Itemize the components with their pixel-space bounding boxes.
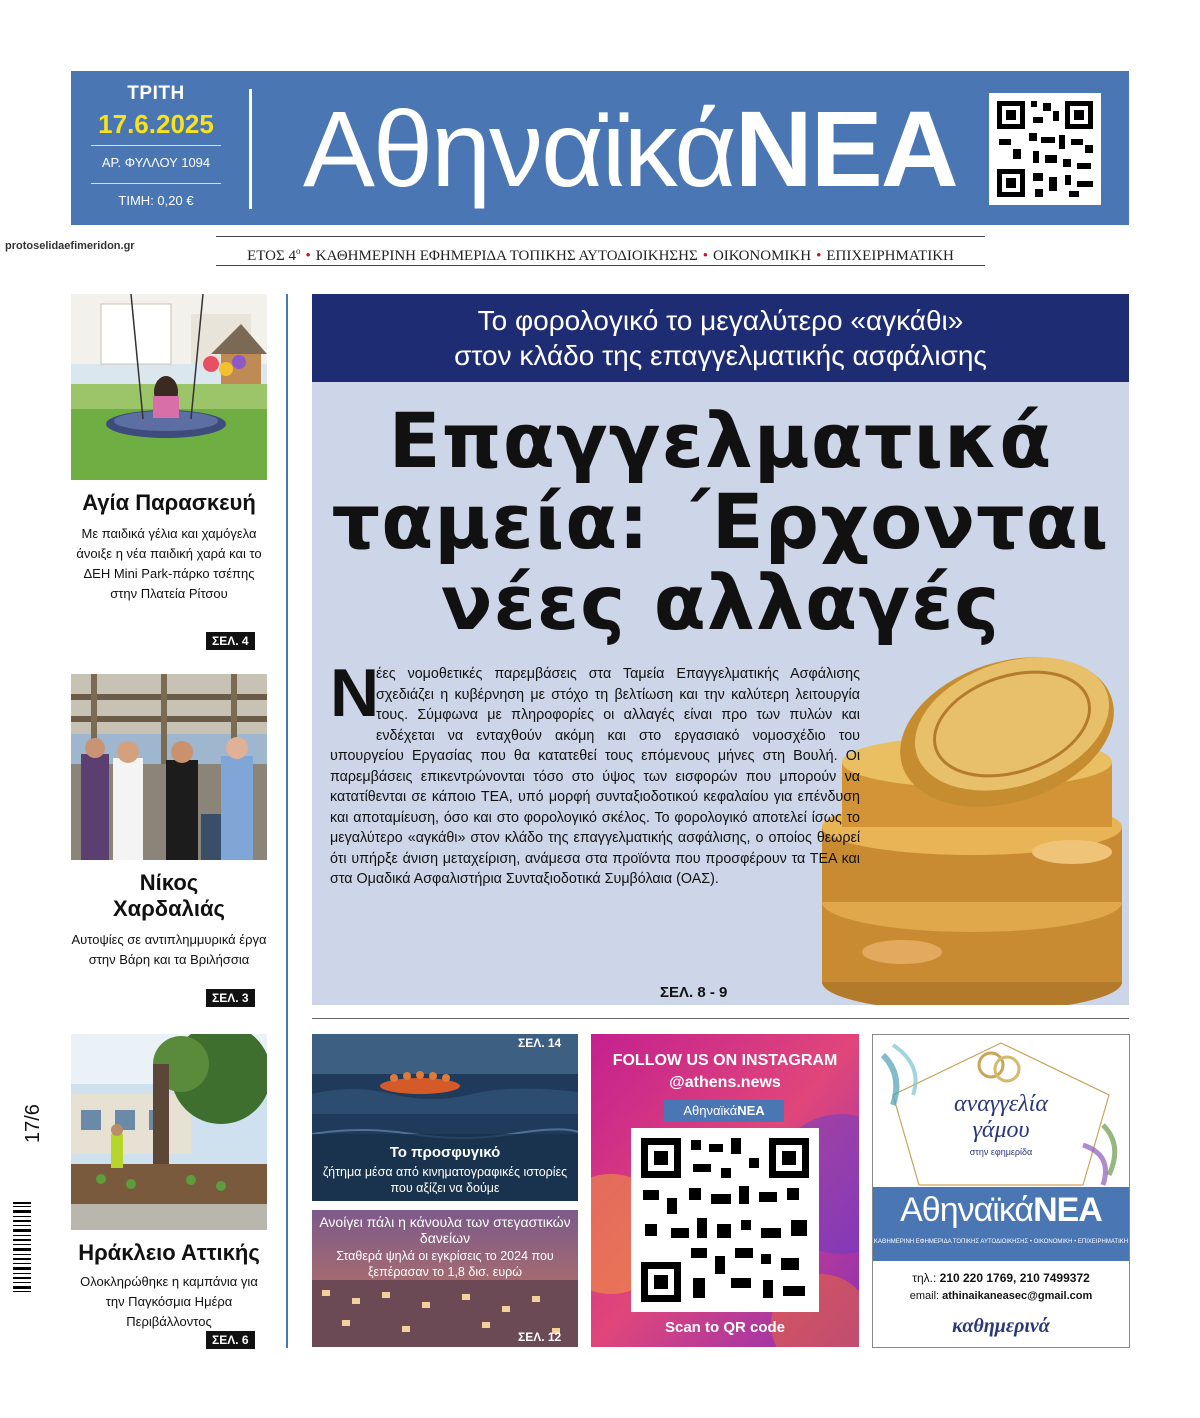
planting-photo[interactable] bbox=[71, 1034, 267, 1230]
officials-photo[interactable] bbox=[71, 674, 267, 860]
issue-date: 17.6.2025 bbox=[98, 109, 214, 139]
divider bbox=[91, 145, 221, 146]
title-line: αναγγελία bbox=[954, 1091, 1048, 1117]
divider bbox=[91, 183, 221, 184]
dropcap: Ν bbox=[330, 655, 380, 731]
title-line: Νίκος bbox=[139, 870, 199, 895]
page-reference: ΣΕΛ. 12 bbox=[518, 1330, 562, 1344]
wedding-announcement-ad[interactable] bbox=[872, 1034, 1130, 1348]
daily-label: καθημερινά bbox=[952, 1315, 1050, 1337]
bullet-icon: • bbox=[702, 248, 708, 264]
email-address[interactable]: athinaikaneasec@gmail.com bbox=[942, 1290, 1093, 1302]
newspaper-logo bbox=[873, 1191, 1129, 1230]
logo-light: Αθηναϊκά bbox=[683, 1103, 738, 1118]
logo-light: Αθηναϊκά bbox=[900, 1191, 1034, 1229]
instagram-follow-text: FOLLOW US ON INSTAGRAM bbox=[612, 1052, 838, 1069]
story-body bbox=[330, 664, 860, 890]
issue-number: ΑΡ. ΦΥΛΛΟΥ 1094 bbox=[101, 155, 211, 170]
logo-bold: ΝΕΑ bbox=[1033, 1191, 1102, 1229]
barcode-icon bbox=[13, 1200, 31, 1295]
logo-band bbox=[873, 1187, 1129, 1261]
email-label: email: bbox=[909, 1290, 940, 1302]
teaser-title: Το προσφυγικό bbox=[389, 1144, 501, 1161]
side-date: 17/6 bbox=[22, 1104, 44, 1143]
page-reference: ΣΕΛ. 14 bbox=[518, 1036, 562, 1050]
kicker-line: Το φορολογικό το μεγαλύτερο «αγκάθι» bbox=[477, 305, 964, 336]
left-story-title[interactable]: Αγία Παρασκευή bbox=[82, 490, 256, 515]
headline-line: Επαγγελματικά bbox=[388, 396, 1053, 485]
playground-photo[interactable] bbox=[71, 294, 267, 480]
left-story-text: Ολοκληρώθηκε η καμπάνια για την Παγκόσμια Ημέρα Περιβάλλοντος bbox=[80, 1274, 258, 1329]
tagline-item: ΕΠΙΧΕΙΡΗΜΑΤΙΚΗ bbox=[826, 248, 954, 264]
page-reference[interactable]: ΣΕΛ. 6 bbox=[206, 1331, 255, 1349]
main-story bbox=[312, 382, 1129, 1005]
teaser-subtitle: Σταθερά ψηλά οι εγκρίσεις το 2024 που ξεπέρασαν το 1,8 δισ. ευρώ bbox=[336, 1249, 554, 1279]
bullet-icon: • bbox=[305, 248, 311, 264]
mortgage-teaser[interactable] bbox=[312, 1210, 578, 1347]
tagline-item: ΟΙΚΟΝΟΜΙΚΗ bbox=[712, 248, 812, 264]
bullet-icon: • bbox=[816, 248, 822, 264]
left-story-title[interactable] bbox=[71, 870, 267, 922]
masthead bbox=[71, 71, 1129, 225]
story-kicker-banner[interactable] bbox=[312, 294, 1129, 382]
teaser-subtitle: ζήτημα μέσα από κινηματογραφικές ιστορίες που αξίζει να δούμε bbox=[322, 1165, 568, 1195]
year-ordinal: ο bbox=[296, 246, 301, 256]
qr-code-icon[interactable] bbox=[631, 1128, 819, 1312]
left-story-title[interactable]: Ηράκλειο Αττικής bbox=[78, 1240, 260, 1265]
phone-label: τηλ.: bbox=[912, 1271, 937, 1285]
left-story-text: Αυτοψίες σε αντιπλημμυρικά έργα στην Βάρη και τα Βριλήσσια bbox=[71, 932, 267, 967]
kicker-line: στον κλάδο της επαγγελματικής ασφάλισης bbox=[454, 340, 987, 371]
phone-line bbox=[873, 1271, 1129, 1285]
tagline-item: ΚΑΘΗΜΕΡΙΝΗ ΕΦΗΜΕΡΙΔΑ ΤΟΠΙΚΗΣ ΑΥΤΟΔΙΟΙΚΗΣΗΣ bbox=[315, 248, 698, 264]
scan-instruction: Scan to QR code bbox=[664, 1319, 786, 1336]
tagline-bar bbox=[216, 236, 985, 266]
page-reference[interactable]: ΣΕΛ. 3 bbox=[206, 989, 255, 1007]
newspaper-logo[interactable] bbox=[303, 79, 957, 219]
masthead-separator bbox=[249, 89, 252, 209]
email-line bbox=[873, 1290, 1129, 1302]
section-divider bbox=[312, 1018, 1129, 1019]
story-text: έες νομοθετικές παρεμβάσεις στα Ταμεία Επαγγελματικής Ασφάλισης σχεδιάζει η κυβέρνηση με στόχο τη βελτίωση και την καλύτερη λειτουργία τους. Σύμφωνα με πληροφορίες οι αλλαγές είναι προ των πυλών και ενδέχεται να ενταχθούν ακόμη και στο εργασιακό νομοσχέδιο του υπουργείου Εργασίας που θα κατατεθεί τους επόμενους μήνες στη Βουλή. Οι παρεμβάσεις επικεντρώνονται τόσο στο ύψος των εισφορών που μπορούν να κατατίθενται σε κάποιο ΤΕΑ, υπό μορφή συνταξιοδοτικού κεφαλαίου για επένδυση και αποταμίευση, όσο και στο φορολογικό σκέλος. Το φορολογικό αποτελεί ίσως το μεγαλύτερο «αγκάθι» στον κλάδο της επαγγελματικής ασφάλισης, ο οποίος θεωρεί ότι υπήρξε άνιση μεταχείριση, ανάμεσα στα προϊόντα που προσφέρουν τα ΤΕΑ και στα Ομαδικά Ασφαλιστήρια Συνταξιοδοτικά Συμβόλαια (ΟΑΣ). bbox=[330, 666, 860, 887]
instagram-ad[interactable] bbox=[591, 1034, 859, 1347]
page-reference[interactable]: ΣΕΛ. 8 - 9 bbox=[660, 984, 728, 1001]
wedding-title bbox=[913, 1091, 1089, 1143]
year-label: ΕΤΟΣ 4 bbox=[247, 248, 296, 264]
title-line: γάμου bbox=[972, 1117, 1030, 1143]
logo-light: Αθηναϊκά bbox=[303, 88, 735, 209]
day-of-week: ΤΡΙΤΗ bbox=[127, 83, 185, 104]
headline-line: ταμεία: ΄Ερχονται bbox=[331, 477, 1110, 566]
price: ΤΙΜΗ: 0,20 € bbox=[118, 193, 194, 208]
site-credit[interactable]: protoselidaefimeridon.gr bbox=[5, 240, 135, 252]
newspaper-logo bbox=[664, 1100, 784, 1122]
date-block bbox=[71, 71, 241, 225]
instagram-handle[interactable]: @athens.news bbox=[669, 1074, 781, 1091]
logo-bold: ΝΕΑ bbox=[734, 88, 957, 209]
qr-code-icon[interactable] bbox=[989, 93, 1101, 205]
logo-bold: ΝΕΑ bbox=[737, 1103, 765, 1118]
phone-numbers[interactable]: 210 220 1769, 210 7499372 bbox=[939, 1271, 1090, 1285]
main-headline[interactable] bbox=[312, 396, 1129, 647]
column-rule bbox=[286, 294, 288, 1348]
logo-tagline: ΚΑΘΗΜΕΡΙΝΗ ΕΦΗΜΕΡΙΔΑ ΤΟΠΙΚΗΣ ΑΥΤΟΔΙΟΙΚΗΣΗΣ • ΟΙΚΟΝΟΜΙΚΗ • ΕΠΙΧΕΙΡΗΜΑΤΙΚΗ bbox=[873, 1239, 1129, 1245]
headline-line: νέες αλλαγές bbox=[440, 558, 1001, 647]
page-reference[interactable]: ΣΕΛ. 4 bbox=[206, 632, 255, 650]
teaser-title: Ανοίγει πάλι η κάνουλα των στεγαστικών δανείων bbox=[319, 1214, 571, 1246]
left-story-text: Με παιδικά γέλια και χαμόγελα άνοιξε η νέα παιδική χαρά και το ΔΕΗ Mini Park-πάρκο τσέπης στην Πλατεία Ρίτσου bbox=[76, 526, 262, 601]
refugee-teaser[interactable] bbox=[312, 1034, 578, 1201]
title-line: Χαρδαλιάς bbox=[113, 896, 225, 921]
wedding-subtitle: στην εφημερίδα bbox=[969, 1147, 1033, 1157]
